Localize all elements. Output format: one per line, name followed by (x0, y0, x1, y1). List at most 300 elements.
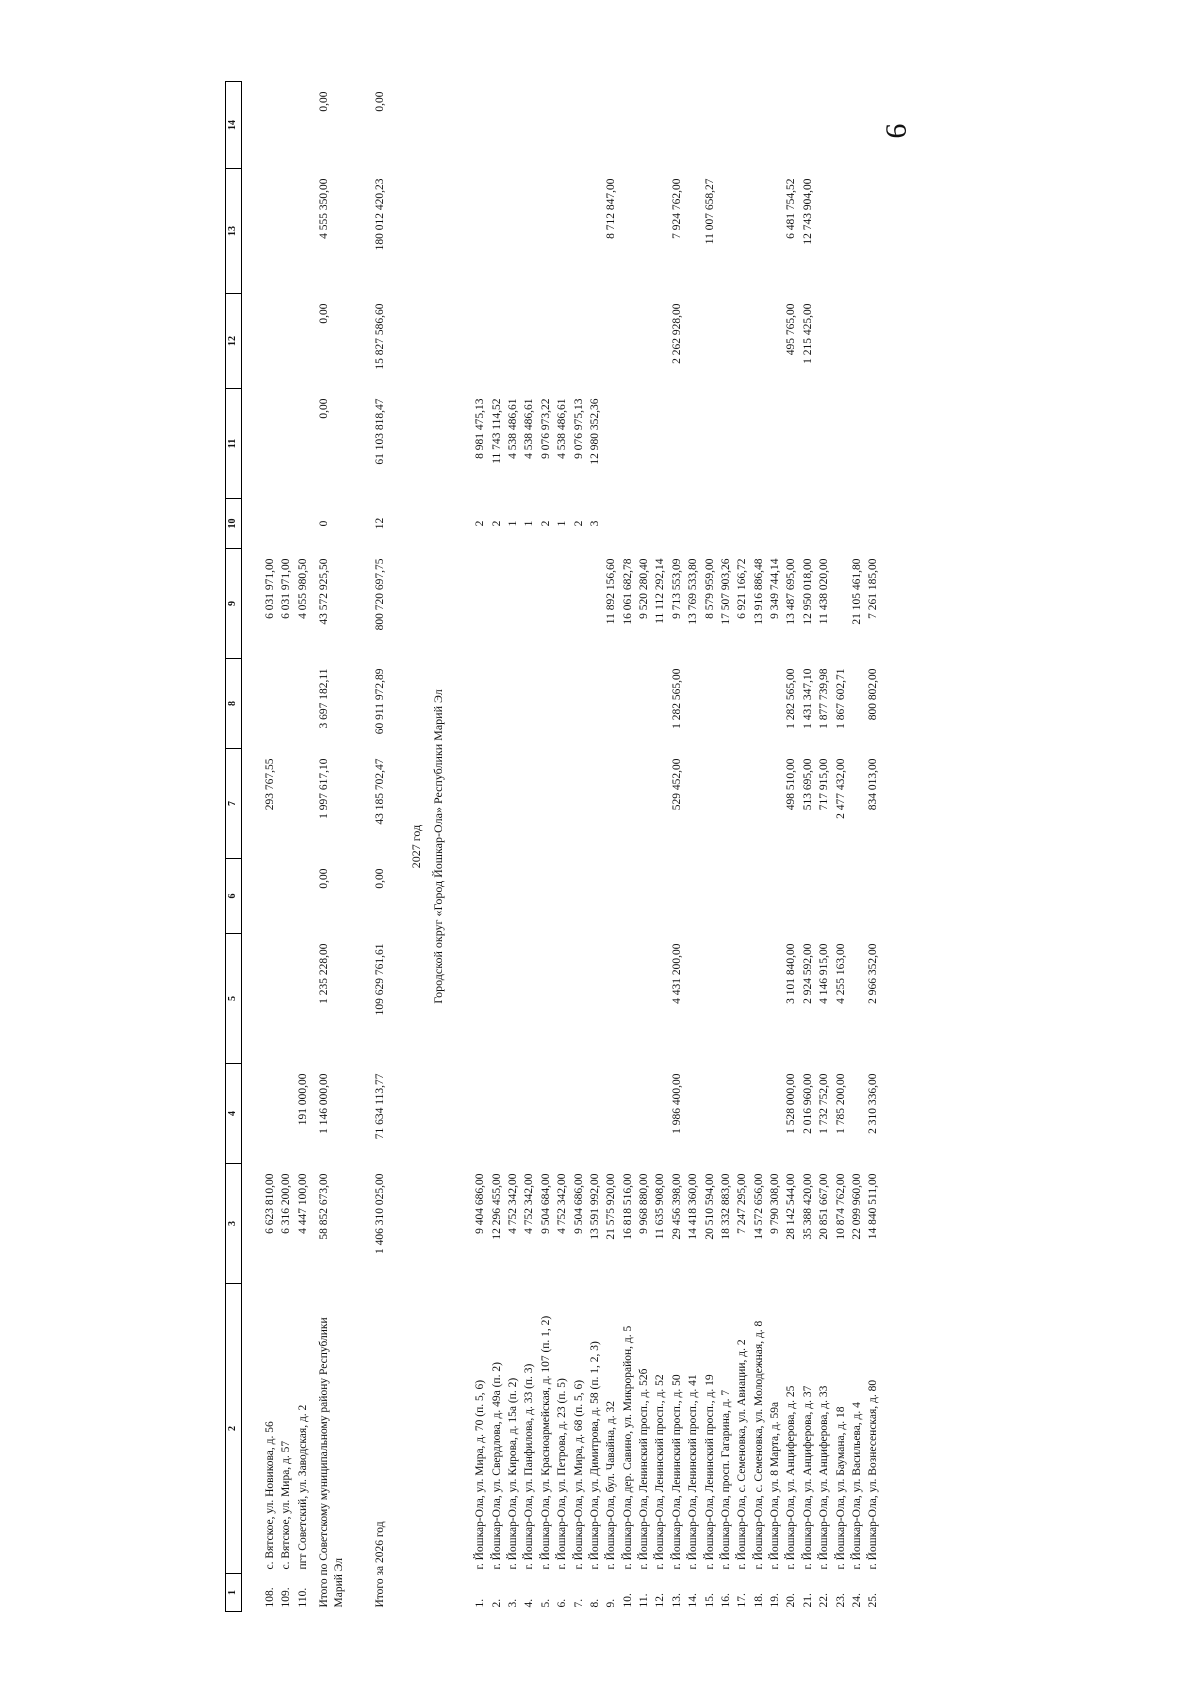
total-value: 109 629 761,61 (373, 943, 386, 1016)
value-cell (489, 169, 505, 294)
row-number: 25. (867, 1593, 880, 1608)
value-cell: 14 418 360,00 (687, 1173, 700, 1240)
value-cell (554, 749, 570, 859)
spacer-cell (242, 82, 263, 1612)
region-label: Городской округ «Город Йошкар-Ола» Республики Марий Эл (431, 689, 446, 1004)
value-cell (833, 82, 849, 169)
total-value: 4 555 350,00 (318, 178, 331, 239)
value-cell (262, 82, 278, 169)
value-cell (295, 82, 311, 169)
value-cell (767, 859, 783, 934)
value-cell (685, 389, 701, 499)
rotated-table-container (225, 57, 1165, 1612)
page-number: 9 (879, 123, 913, 139)
value-cell (783, 82, 799, 169)
value-cell: 9 349 744,14 (769, 558, 781, 619)
value-cell (521, 659, 537, 749)
value-cell (505, 659, 521, 749)
value-cell: 1 431 347,10 (801, 668, 814, 729)
value-cell (295, 294, 311, 389)
value-cell (833, 294, 849, 389)
table-row (833, 82, 849, 1612)
value-cell (816, 294, 832, 389)
total-value: 1 146 000,00 (318, 1073, 331, 1134)
value-cell: 7 924 762,00 (670, 178, 683, 239)
value-cell (587, 549, 603, 659)
value-cell (734, 749, 750, 859)
value-cell (538, 1064, 554, 1164)
value-cell (620, 82, 636, 169)
value-cell (554, 934, 570, 1064)
value-cell: 191 000,00 (296, 1073, 309, 1126)
value-cell (833, 499, 849, 549)
value-cell (620, 169, 636, 294)
value-cell (734, 294, 750, 389)
value-cell (278, 499, 294, 549)
row-number: 7. (572, 1598, 585, 1608)
region-label-row (430, 82, 452, 1612)
value-cell: 4 752 342,00 (556, 1173, 569, 1234)
value-cell (554, 659, 570, 749)
value-cell (669, 859, 685, 934)
value-cell: 9 790 308,00 (769, 1173, 781, 1234)
value-cell (751, 659, 767, 749)
value-cell (702, 859, 718, 934)
value-cell (571, 934, 587, 1064)
address-cell: г. Йошкар-Ола, Ленинский просп., д. 52б (638, 1368, 650, 1570)
total-value: 0,00 (373, 91, 386, 112)
row-number: 108. (264, 1587, 276, 1608)
value-cell: 1 528 000,00 (785, 1073, 798, 1134)
value-cell (702, 934, 718, 1064)
value-cell (751, 1064, 767, 1164)
value-cell (587, 169, 603, 294)
value-cell (702, 389, 718, 499)
value-cell (702, 749, 718, 859)
value-cell (734, 82, 750, 169)
value-cell (767, 499, 783, 549)
value-cell: 20 851 667,00 (818, 1173, 831, 1240)
row-number: 110. (296, 1587, 309, 1608)
value-cell: 28 142 544,00 (785, 1173, 798, 1240)
value-cell (521, 1064, 537, 1164)
value-cell (571, 294, 587, 389)
address-cell: г. Йошкар-Ола, Ленинский просп., д. 50 (670, 1374, 683, 1570)
column-number-header: 13 (226, 169, 242, 294)
address-cell: г. Йошкар-Ола, ул. Баумана, д. 18 (834, 1406, 847, 1570)
value-cell (571, 749, 587, 859)
value-cell (652, 1064, 668, 1164)
value-cell (554, 859, 570, 934)
value-cell: 2 (539, 520, 552, 527)
value-cell: 21 575 920,00 (605, 1173, 618, 1240)
value-cell (571, 169, 587, 294)
value-cell (636, 499, 652, 549)
value-cell (849, 659, 865, 749)
table-row (718, 82, 734, 1612)
value-cell (636, 294, 652, 389)
total-value: 0 (318, 520, 331, 527)
total-value: 58 852 673,00 (318, 1173, 331, 1240)
row-number: 5. (539, 1598, 552, 1608)
value-cell (636, 859, 652, 934)
value-cell (783, 859, 799, 934)
value-cell (734, 389, 750, 499)
table-row (571, 82, 587, 1612)
address-cell: г. Йошкар-Ола, ул. Мира, д. 70 (п. 5, 6) (474, 1379, 487, 1570)
value-cell: 2 262 928,00 (670, 303, 683, 364)
value-cell (849, 499, 865, 549)
address-cell: г. Йошкар-Ола, Ленинский просп., д. 52 (654, 1374, 667, 1570)
value-cell (734, 169, 750, 294)
value-cell (718, 659, 734, 749)
total-value: 15 827 586,60 (373, 303, 386, 370)
value-cell (702, 82, 718, 169)
value-cell (849, 749, 865, 859)
value-cell (718, 749, 734, 859)
total-value: 1 997 617,10 (318, 758, 331, 819)
value-cell (652, 389, 668, 499)
value-cell (702, 294, 718, 389)
address-cell: г. Йошкар-Ола, ул. Свердлова, д. 49а (п. 2) (490, 1362, 503, 1570)
value-cell (816, 859, 832, 934)
value-cell: 12 980 352,36 (588, 398, 601, 465)
value-cell (278, 859, 294, 934)
value-cell: 12 743 904,00 (801, 178, 814, 245)
value-cell (849, 82, 865, 169)
row-number: 109. (280, 1587, 293, 1608)
value-cell: 3 101 840,00 (785, 943, 798, 1004)
value-cell: 22 099 960,00 (850, 1173, 863, 1240)
value-cell (571, 859, 587, 934)
value-cell (295, 659, 311, 749)
value-cell (652, 82, 668, 169)
value-cell (702, 499, 718, 549)
table-row (554, 82, 570, 1612)
total-value: 0,00 (318, 868, 331, 889)
value-cell (865, 499, 881, 549)
value-cell (767, 82, 783, 169)
value-cell (751, 859, 767, 934)
value-cell: 2 924 592,00 (801, 943, 814, 1004)
value-cell: 17 507 903,26 (719, 558, 732, 625)
row-number: 17. (736, 1593, 749, 1608)
value-cell (718, 499, 734, 549)
value-cell: 14 572 656,00 (752, 1173, 765, 1240)
value-cell (800, 389, 816, 499)
value-cell: 16 061 682,78 (621, 558, 634, 625)
value-cell: 4 055 980,50 (296, 558, 309, 619)
value-cell (767, 749, 783, 859)
value-cell (262, 934, 278, 1064)
table-row (636, 82, 652, 1612)
value-cell (603, 294, 619, 389)
value-cell (587, 1064, 603, 1164)
value-cell (295, 499, 311, 549)
value-cell (505, 934, 521, 1064)
value-cell (554, 82, 570, 169)
table-row (587, 82, 603, 1612)
value-cell (295, 934, 311, 1064)
table-row (783, 82, 799, 1612)
value-cell: 1 785 200,00 (834, 1073, 847, 1134)
spacer-row (452, 82, 472, 1612)
value-cell (538, 169, 554, 294)
value-cell (571, 659, 587, 749)
value-cell: 11 743 114,52 (490, 398, 503, 464)
value-cell (278, 82, 294, 169)
value-cell: 1 (507, 520, 519, 527)
total-value: 0,00 (373, 868, 386, 889)
value-cell (636, 749, 652, 859)
value-cell (718, 934, 734, 1064)
value-cell (767, 389, 783, 499)
value-cell (295, 169, 311, 294)
value-cell (505, 549, 521, 659)
address-cell: г. Йошкар-Ола, с. Семеновка, ул. Авиации, д. 2 (736, 1339, 749, 1570)
value-cell (472, 1064, 488, 1164)
value-cell: 717 915,00 (818, 758, 831, 811)
value-cell: 9 713 553,09 (670, 558, 683, 619)
value-cell (685, 82, 701, 169)
value-cell (865, 389, 881, 499)
value-cell: 8 579 959,00 (703, 558, 716, 619)
table-row (652, 82, 668, 1612)
value-cell (278, 389, 294, 499)
value-cell (554, 169, 570, 294)
table-row (767, 82, 783, 1612)
value-cell (800, 859, 816, 934)
row-number: 2. (490, 1598, 503, 1608)
value-cell (783, 499, 799, 549)
value-cell (587, 659, 603, 749)
year-label-row (408, 82, 430, 1612)
value-cell (489, 749, 505, 859)
total-value: 43 185 702,47 (373, 758, 386, 825)
total-value: 3 697 182,11 (318, 668, 331, 729)
value-cell: 2 966 352,00 (867, 943, 880, 1004)
value-cell (521, 934, 537, 1064)
capital-repair-table (225, 81, 882, 1612)
value-cell (718, 859, 734, 934)
spacer-cell (452, 82, 472, 1612)
address-cell: г. Йошкар-Ола, ул. Анциферова, д. 25 (785, 1385, 798, 1570)
value-cell: 10 874 762,00 (834, 1173, 847, 1240)
value-cell (767, 1064, 783, 1164)
value-cell: 3 (588, 520, 601, 527)
value-cell (652, 294, 668, 389)
value-cell: 800 802,00 (867, 668, 880, 721)
address-cell: г. Йошкар-Ола, дер. Савино, ул. Микрорайон, д. 5 (621, 1325, 634, 1570)
value-cell: 9 404 686,00 (474, 1173, 487, 1234)
address-cell: г. Йошкар-Ола, ул. Димитрова, д. 58 (п. 1, 2, 3) (588, 1341, 601, 1570)
row-number: 22. (818, 1593, 831, 1608)
value-cell: 4 431 200,00 (670, 943, 683, 1004)
value-cell (505, 294, 521, 389)
table-row (620, 82, 636, 1612)
value-cell: 1 (523, 520, 536, 527)
table-row (538, 82, 554, 1612)
value-cell (603, 934, 619, 1064)
total-value: 71 634 113,77 (373, 1073, 386, 1140)
column-number-header: 8 (226, 659, 242, 749)
value-cell: 6 031 971,00 (264, 558, 276, 619)
total-value: 0,00 (318, 398, 331, 419)
value-cell (849, 859, 865, 934)
table-row (865, 82, 881, 1612)
row-number: 4. (523, 1598, 536, 1608)
table-row (295, 82, 311, 1612)
value-cell (767, 934, 783, 1064)
value-cell (865, 294, 881, 389)
value-cell (489, 859, 505, 934)
total-value: 800 720 697,75 (373, 558, 386, 631)
value-cell (734, 934, 750, 1064)
value-cell (521, 169, 537, 294)
address-cell: с. Вятское, ул. Новикова, д. 56 (264, 1421, 276, 1570)
value-cell (620, 749, 636, 859)
table-row (489, 82, 505, 1612)
value-cell (718, 169, 734, 294)
value-cell: 1 282 565,00 (670, 668, 683, 729)
value-cell: 9 076 973,22 (539, 398, 552, 459)
value-cell: 11 007 658,27 (703, 178, 716, 245)
value-cell (734, 499, 750, 549)
value-cell (652, 749, 668, 859)
value-cell (587, 749, 603, 859)
value-cell: 12 296 455,00 (490, 1173, 503, 1240)
table-row (262, 82, 278, 1612)
value-cell (800, 82, 816, 169)
value-cell: 2 (572, 520, 585, 527)
value-cell (718, 82, 734, 169)
value-cell (489, 934, 505, 1064)
value-cell (587, 934, 603, 1064)
value-cell (278, 294, 294, 389)
address-cell: г. Йошкар-Ола, ул. Мира, д. 68 (п. 5, 6) (572, 1379, 585, 1570)
value-cell (521, 749, 537, 859)
value-cell: 9 076 975,13 (572, 398, 585, 459)
total-value: 0,00 (318, 91, 331, 112)
value-cell (472, 82, 488, 169)
value-cell (767, 169, 783, 294)
value-cell (603, 1064, 619, 1164)
value-cell (587, 859, 603, 934)
value-cell (295, 389, 311, 499)
value-cell (262, 294, 278, 389)
value-cell: 1 986 400,00 (670, 1073, 683, 1134)
value-cell: 35 388 420,00 (801, 1173, 814, 1240)
total-value: 1 406 310 025,00 (373, 1173, 386, 1254)
row-number: 13. (670, 1593, 683, 1608)
value-cell (685, 859, 701, 934)
value-cell (521, 82, 537, 169)
value-cell (685, 169, 701, 294)
value-cell (620, 659, 636, 749)
value-cell (636, 389, 652, 499)
value-cell (472, 749, 488, 859)
value-cell (278, 1064, 294, 1164)
value-cell (685, 934, 701, 1064)
value-cell: 529 452,00 (670, 758, 683, 811)
value-cell (702, 659, 718, 749)
value-cell (816, 169, 832, 294)
value-cell (685, 749, 701, 859)
value-cell: 4 255 163,00 (834, 943, 847, 1004)
value-cell (865, 82, 881, 169)
total-label: Итого за 2026 год (373, 1521, 386, 1608)
value-cell (620, 859, 636, 934)
address-cell: г. Йошкар-Ола, ул. Васильева, д. 4 (850, 1402, 863, 1570)
address-cell: г. Йошкар-Ола, ул. Вознесенская, д. 80 (867, 1379, 880, 1570)
value-cell (833, 859, 849, 934)
header-row (226, 82, 242, 1612)
address-cell: г. Йошкар-Ола, с. Семеновка, ул. Молодежная, д. 8 (752, 1320, 765, 1570)
value-cell (849, 1064, 865, 1164)
column-number-header: 12 (226, 294, 242, 389)
value-cell: 16 818 516,00 (621, 1173, 634, 1240)
value-cell: 1 867 602,71 (834, 668, 847, 729)
row-number: 23. (834, 1593, 847, 1608)
address-cell: г. Йошкар-Ола, ул. Петрова, д. 23 (п. 5) (556, 1378, 569, 1570)
column-number-header: 1 (226, 1574, 242, 1612)
column-number-header: 6 (226, 859, 242, 934)
value-cell (620, 499, 636, 549)
value-cell: 495 765,00 (785, 303, 798, 356)
value-cell (751, 934, 767, 1064)
row-number: 11. (638, 1593, 650, 1608)
value-cell (278, 934, 294, 1064)
value-cell (521, 859, 537, 934)
value-cell (767, 294, 783, 389)
spacer-cell (347, 82, 367, 1612)
total-value: 60 911 972,89 (373, 668, 386, 735)
column-number-header: 11 (226, 389, 242, 499)
row-number: 3. (507, 1598, 519, 1608)
value-cell (538, 859, 554, 934)
row-number: 14. (687, 1593, 700, 1608)
value-cell (652, 859, 668, 934)
value-cell: 6 481 754,52 (785, 178, 798, 239)
value-cell (295, 859, 311, 934)
value-cell: 4 146 915,00 (818, 943, 831, 1004)
value-cell (816, 389, 832, 499)
total-value: 0,00 (318, 303, 331, 324)
value-cell (472, 859, 488, 934)
value-cell (620, 1064, 636, 1164)
value-cell (751, 294, 767, 389)
value-cell: 11 892 156,60 (605, 558, 618, 625)
value-cell (603, 82, 619, 169)
value-cell (849, 294, 865, 389)
table-row (751, 82, 767, 1612)
value-cell: 6 921 166,72 (736, 558, 749, 619)
address-cell: г. Йошкар-Ола, ул. Анциферова, д. 37 (801, 1385, 814, 1570)
value-cell (636, 1064, 652, 1164)
value-cell: 1 732 752,00 (818, 1073, 831, 1134)
value-cell: 1 (556, 520, 569, 527)
row-number: 10. (621, 1593, 634, 1608)
table-row (278, 82, 294, 1612)
value-cell (538, 294, 554, 389)
address-cell: пгт Советский, ул. Заводская, д. 2 (296, 1404, 309, 1570)
value-cell (554, 549, 570, 659)
table-row (800, 82, 816, 1612)
column-number-header: 5 (226, 934, 242, 1064)
total-label: Итого по Советскому муниципальному району Республики Марий Эл (318, 1317, 345, 1608)
value-cell: 293 767,55 (264, 758, 276, 811)
value-cell (472, 549, 488, 659)
